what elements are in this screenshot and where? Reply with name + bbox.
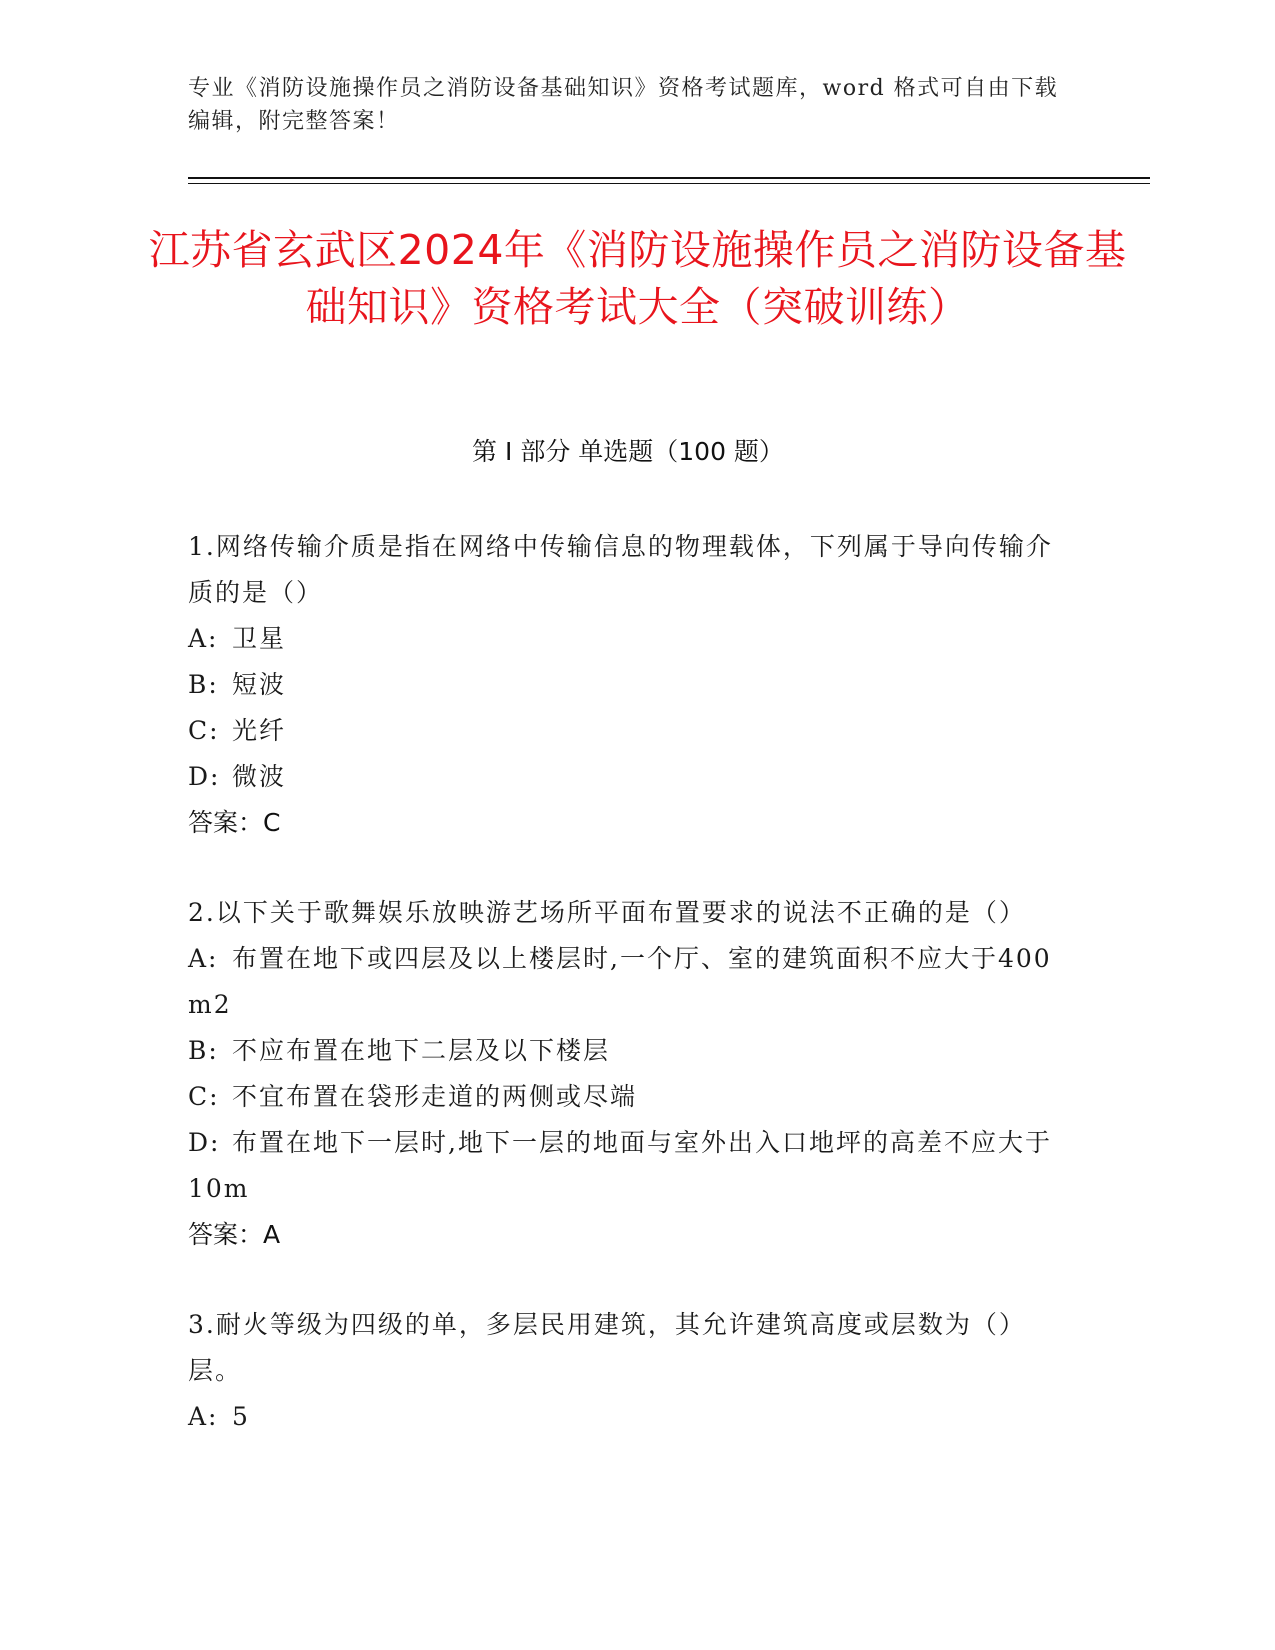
option-key: C: <box>188 1082 220 1111</box>
option-text: 布置在地下或四层及以上楼层时,一个厅、室的建筑面积不应大于400m2 <box>188 944 1052 1019</box>
option-key: A: <box>188 1402 219 1431</box>
answer-label: 答案： <box>188 1220 264 1249</box>
option-key: A: <box>188 624 219 653</box>
option-key: D: <box>188 762 221 791</box>
option-text: 微波 <box>232 762 287 791</box>
option-a <box>188 1394 1068 1440</box>
option-c <box>188 1074 1068 1120</box>
header-note: 专业《消防设施操作员之消防设备基础知识》资格考试题库，word 格式可自由下载编辑，附完整答案！ <box>188 76 1059 134</box>
answer-value: C <box>263 808 281 837</box>
option-text: 不宜布置在袋形走道的两侧或尽端 <box>232 1082 638 1111</box>
answer-label: 答案： <box>188 808 264 837</box>
answer-line <box>188 800 1068 846</box>
header-divider-thick <box>188 177 1150 179</box>
option-text: 短波 <box>232 670 287 699</box>
option-d <box>188 1120 1068 1212</box>
option-c <box>188 708 1068 754</box>
option-text: 卫星 <box>232 624 287 653</box>
question-2 <box>188 890 1068 1258</box>
option-text: 5 <box>232 1402 250 1431</box>
option-key: B: <box>188 1036 219 1065</box>
option-a <box>188 616 1068 662</box>
option-text: 布置在地下一层时,地下一层的地面与室外出入口地坪的高差不应大于10m <box>188 1128 1052 1203</box>
question-1 <box>188 524 1068 846</box>
option-b <box>188 1028 1068 1074</box>
question-list <box>188 524 1068 1484</box>
header-divider-thin <box>188 183 1150 184</box>
question-stem: 2.以下关于歌舞娱乐放映游艺场所平面布置要求的说法不正确的是（） <box>188 898 1026 927</box>
option-key: D: <box>188 1128 221 1157</box>
answer-line <box>188 1212 1068 1258</box>
option-text: 光纤 <box>232 716 287 745</box>
option-key: C: <box>188 716 220 745</box>
option-key: A: <box>188 944 219 973</box>
answer-value: A <box>263 1220 281 1249</box>
question-3 <box>188 1302 1068 1440</box>
document-title: 江苏省玄武区2024年《消防设施操作员之消防设备基础知识》资格考试大全（突破训练） <box>148 226 1127 331</box>
option-b <box>188 662 1068 708</box>
section-title: 第 I 部分 单选题（100 题） <box>472 437 784 466</box>
option-key: B: <box>188 670 219 699</box>
question-stem: 3.耐火等级为四级的单，多层民用建筑，其允许建筑高度或层数为（）层。 <box>188 1310 1026 1385</box>
option-a <box>188 936 1068 1028</box>
option-text: 不应布置在地下二层及以下楼层 <box>232 1036 611 1065</box>
question-stem: 1.网络传输介质是指在网络中传输信息的物理载体，下列属于导向传输介质的是（） <box>188 532 1053 607</box>
option-d <box>188 754 1068 800</box>
